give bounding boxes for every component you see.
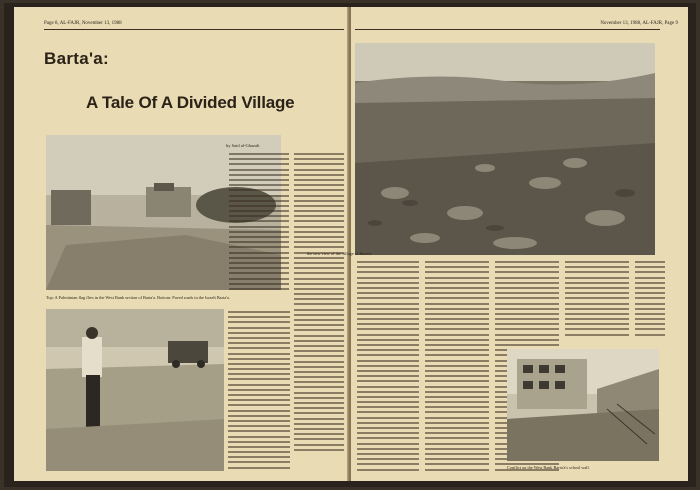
body-column-far-right	[294, 153, 344, 454]
page-header-left: Page 8, AL-FAJR, November 13, 1988	[44, 21, 122, 26]
photo-school-wall	[507, 349, 659, 461]
left-page	[14, 7, 349, 481]
photo-man-road	[46, 309, 224, 471]
body-column-5	[635, 261, 665, 339]
body-column-4	[565, 261, 629, 339]
photo-rocky-landscape	[355, 43, 655, 255]
body-column-right-top	[229, 153, 289, 293]
body-column-right-bottom	[228, 311, 290, 472]
photo-caption: Top: A Palestinian flag flies in the West Bank section of Barta'a. Bottom: Paved roads in the Israeli Barta'a.	[46, 295, 230, 300]
page-header-right: November 13, 1988, AL-FAJR, Page 9	[600, 21, 678, 26]
byline: by Said al-Ghazali	[226, 143, 260, 148]
newspaper-spread	[4, 3, 696, 487]
photo-caption-right-top: the new view of the village of Barta'a.	[307, 251, 373, 256]
right-page	[307, 7, 688, 481]
article-title-line2: A Tale Of A Divided Village	[86, 93, 295, 112]
photo-caption-bottom: Conflict on the West Bank Barta'a's school wall.	[507, 465, 590, 470]
body-column-2	[425, 261, 489, 474]
article-title-line1: Barta'a:	[44, 49, 110, 68]
header-rule-right	[355, 29, 660, 30]
body-column-1	[357, 261, 419, 474]
header-rule-left	[44, 29, 344, 30]
